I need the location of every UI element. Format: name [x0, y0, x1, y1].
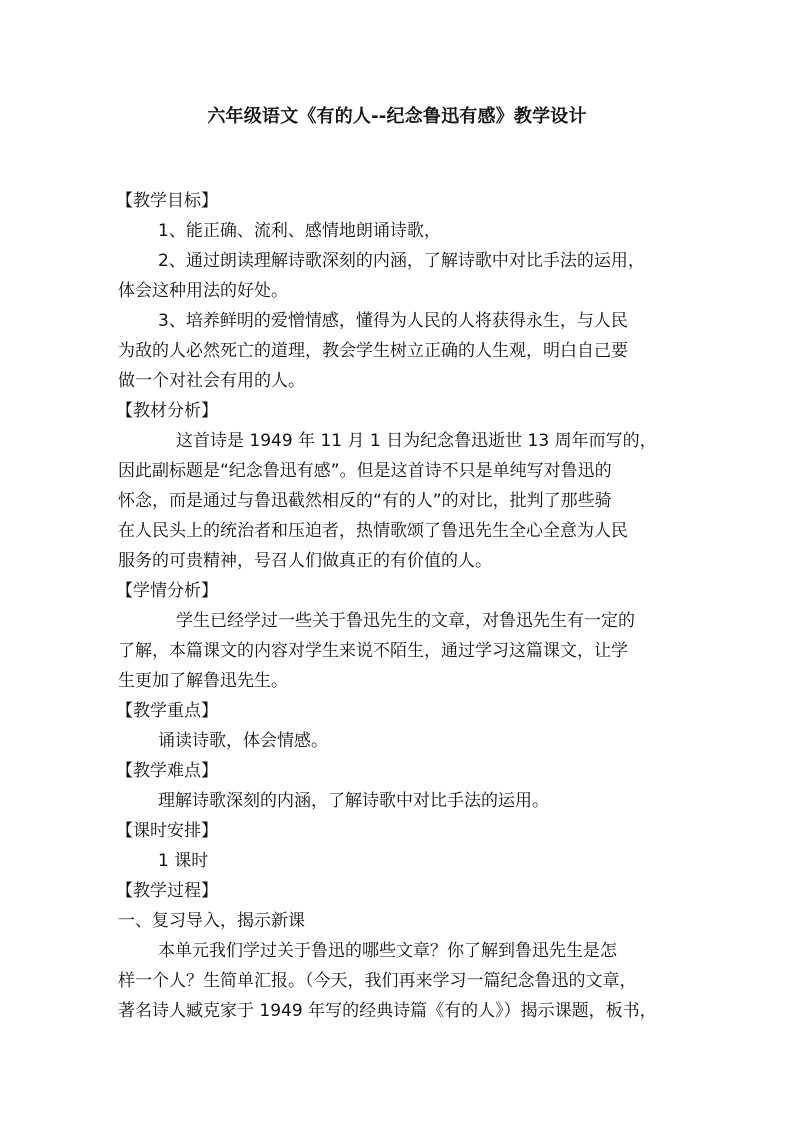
document-body — [118, 186, 678, 1026]
section-heading-difficulties: 【教学难点】 — [116, 761, 218, 781]
student-analysis-line-1: 学生已经学过一些关于鲁迅先生的文章，对鲁迅先生有一定的 — [176, 611, 635, 631]
process-paragraph-line-2: 样一个人？生简单汇报。（今天，我们再来学习一篇纪念鲁迅的文章， — [118, 971, 637, 991]
section-heading-teaching-goals: 【教学目标】 — [116, 191, 218, 211]
goal-item-3-line-2: 为敌的人必然死亡的道理，教会学生树立正确的人生观，明白自己要 — [118, 341, 628, 361]
goal-item-3-line-3: 做一个对社会有用的人。 — [118, 371, 305, 391]
student-analysis-line-3: 生更加了解鲁迅先生。 — [118, 671, 288, 691]
key-points-line: 诵读诗歌，体会情感。 — [158, 731, 328, 751]
material-analysis-line-5: 服务的可贵精神，号召人们做真正的有价值的人。 — [118, 551, 492, 571]
document-title: 六年级语文《有的人--纪念鲁迅有感》教学设计 — [207, 106, 587, 127]
section-heading-material-analysis: 【教材分析】 — [116, 401, 218, 421]
material-analysis-line-1: 这首诗是 1949 年 11 月 1 日为纪念鲁迅逝世 13 周年而写的， — [176, 431, 657, 451]
goal-item-2-line-2: 体会这种用法的好处。 — [118, 281, 288, 301]
section-heading-teaching-process: 【教学过程】 — [116, 881, 218, 901]
section-heading-student-analysis: 【学情分析】 — [116, 581, 218, 601]
goal-item-2-line-1: 2、通过朗读理解诗歌深刻的内涵，了解诗歌中对比手法的运用， — [158, 251, 645, 271]
process-paragraph-line-1: 本单元我们学过关于鲁迅的哪些文章？你了解到鲁迅先生是怎 — [158, 941, 617, 961]
goal-item-3-line-1: 3、培养鲜明的爱憎情感，懂得为人民的人将获得永生，与人民 — [158, 311, 628, 331]
material-analysis-line-4: 在人民头上的统治者和压迫者，热情歌颂了鲁迅先生全心全意为人民 — [118, 521, 628, 541]
section-heading-key-points: 【教学重点】 — [116, 701, 218, 721]
material-analysis-line-2: 因此副标题是“纪念鲁迅有感”。但是这首诗不只是单纯写对鲁迅的 — [118, 461, 612, 481]
process-paragraph-line-3: 著名诗人臧克家于 1949 年写的经典诗篇《有的人》）揭示课题，板书， — [118, 1001, 657, 1021]
goal-item-1: 1、能正确、流利、感情地朗诵诗歌， — [158, 221, 441, 241]
class-hours-line: 1 课时 — [158, 851, 209, 871]
section-heading-class-hours: 【课时安排】 — [116, 821, 218, 841]
material-analysis-line-3: 怀念，而是通过与鲁迅截然相反的“有的人”的对比，批判了那些骑 — [118, 491, 612, 511]
student-analysis-line-2: 了解，本篇课文的内容对学生来说不陌生，通过学习这篇课文，让学 — [118, 641, 628, 661]
difficulties-line: 理解诗歌深刻的内涵，了解诗歌中对比手法的运用。 — [158, 791, 549, 811]
process-step-1-heading: 一、复习导入，揭示新课 — [118, 911, 305, 931]
